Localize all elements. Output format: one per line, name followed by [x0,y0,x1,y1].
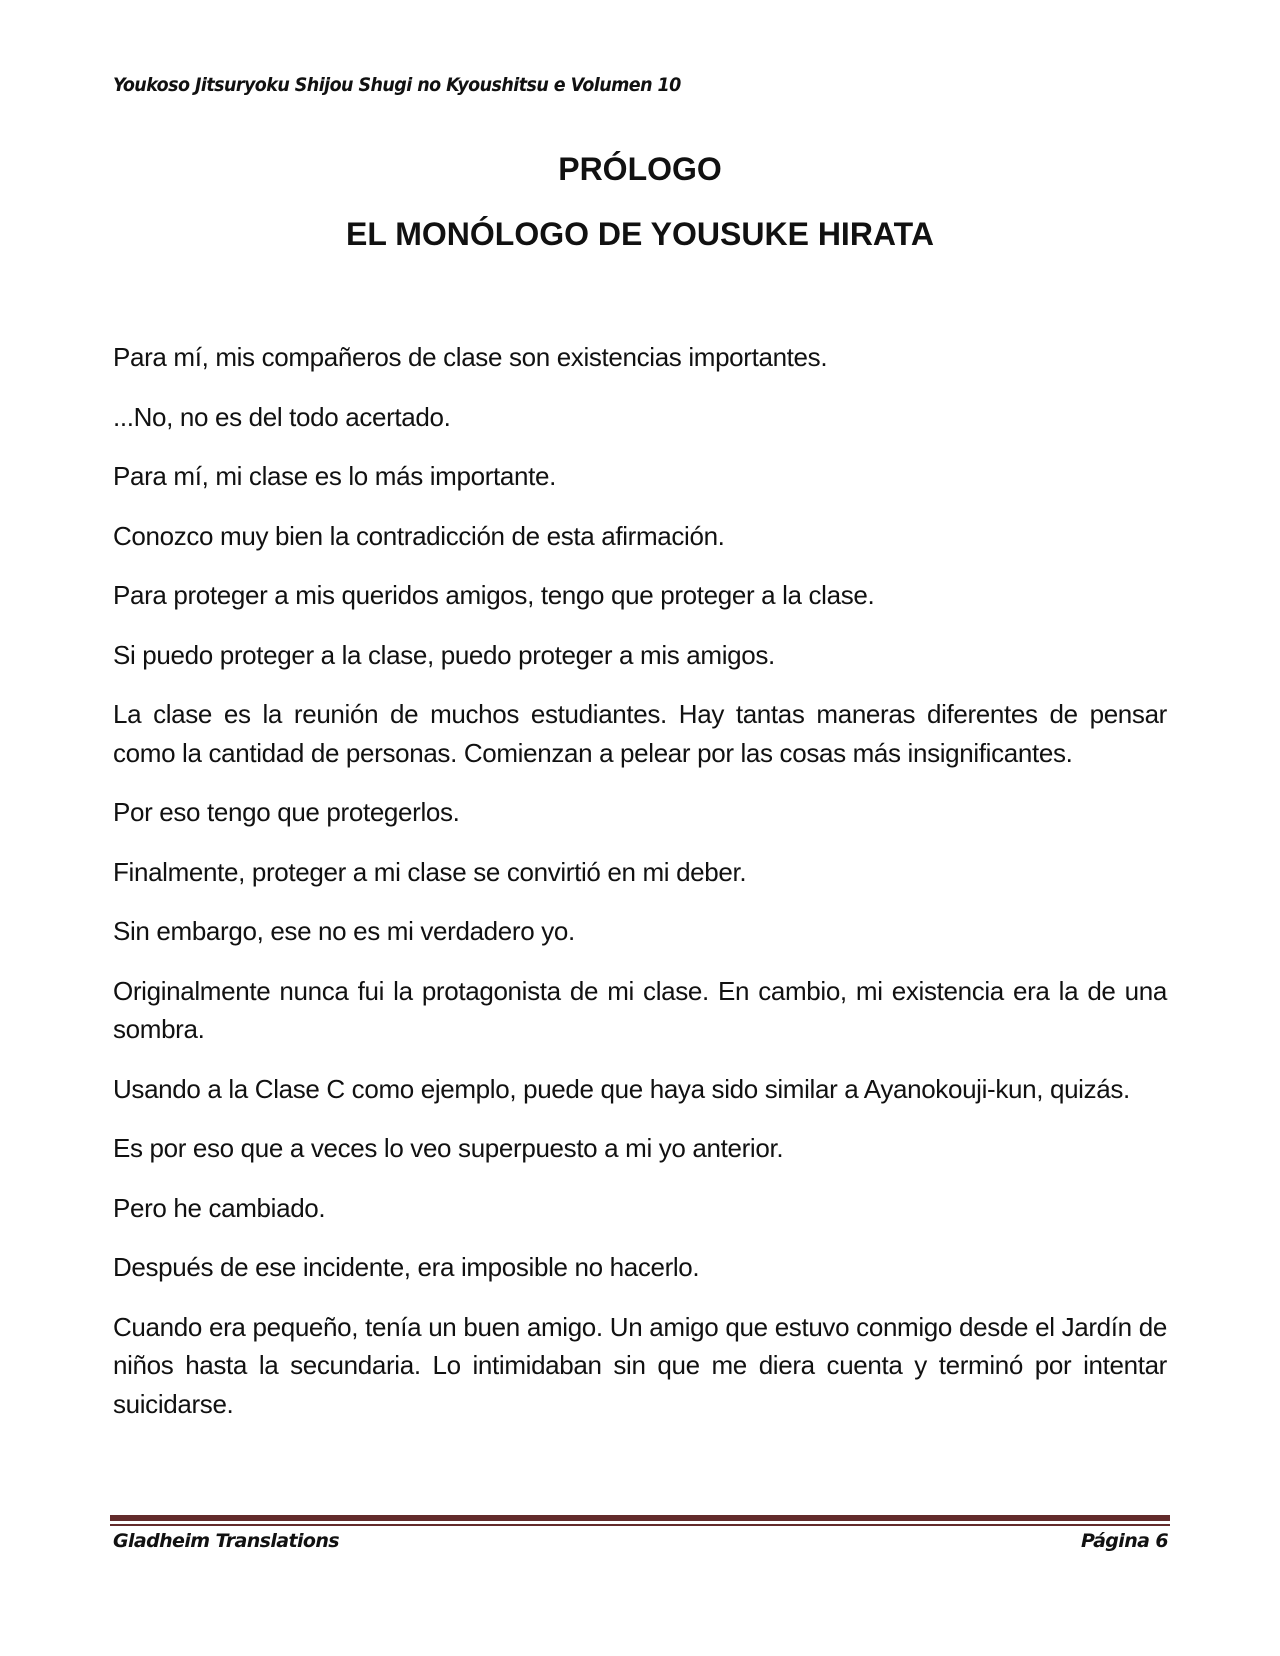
footer-translator: Gladheim Translations [113,1530,339,1552]
paragraph: ...No, no es del todo acertado. [113,401,451,432]
running-header: Youkoso Jitsuryoku Shijou Shugi no Kyoushitsu e Volumen 10 [113,74,681,96]
chapter-title: PRÓLOGO [558,151,722,187]
paragraph: Por eso tengo que protegerlos. [113,797,460,827]
paragraph: Usando a la Clase C como ejemplo, puede que haya sido similar a Ayanokouji-kun, quizás. [113,1073,1130,1104]
paragraph: Si puedo proteger a la clase, puedo proteger a mis amigos. [113,639,775,670]
paragraph: Para proteger a mis queridos amigos, tengo que proteger a la clase. [113,580,875,610]
paragraph: Conozco muy bien la contradicción de esta afirmación. [113,520,725,551]
chapter-subtitle: EL MONÓLOGO DE YOUSUKE HIRATA [346,216,934,252]
paragraph: Después de ese incidente, era imposible no hacerlo. [113,1252,700,1282]
body-text [113,338,1167,1444]
paragraph: La clase es la reunión de muchos estudiantes. Hay tantas maneras diferentes de pensar como la cantidad de personas. Comienzan a pelear por las cosas más insignificantes. [113,699,1167,768]
paragraph: Finalmente, proteger a mi clase se convirtió en mi deber. [113,856,747,887]
paragraph: Es por eso que a veces lo veo superpuesto a mi yo anterior. [113,1133,784,1163]
paragraph: Sin embargo, ese no es mi verdadero yo. [113,916,575,946]
page-number: Página 6 [1080,1530,1168,1552]
footer-divider [110,1515,1170,1521]
paragraph: Originalmente nunca fui la protagonista de mi clase. En cambio, mi existencia era la de una sombra. [113,975,1167,1044]
paragraph: Para mí, mis compañeros de clase son existencias importantes. [113,342,828,372]
paragraph: Pero he cambiado. [113,1192,326,1223]
footer-divider-thin [110,1524,1170,1526]
paragraph: Para mí, mi clase es lo más importante. [113,461,556,491]
paragraph: Cuando era pequeño, tenía un buen amigo. Un amigo que estuvo conmigo desde el Jardín de niños hasta la secundaria. Lo intimidaban sin que me diera cuenta y terminó por intentar suicidarse. [113,1311,1167,1419]
